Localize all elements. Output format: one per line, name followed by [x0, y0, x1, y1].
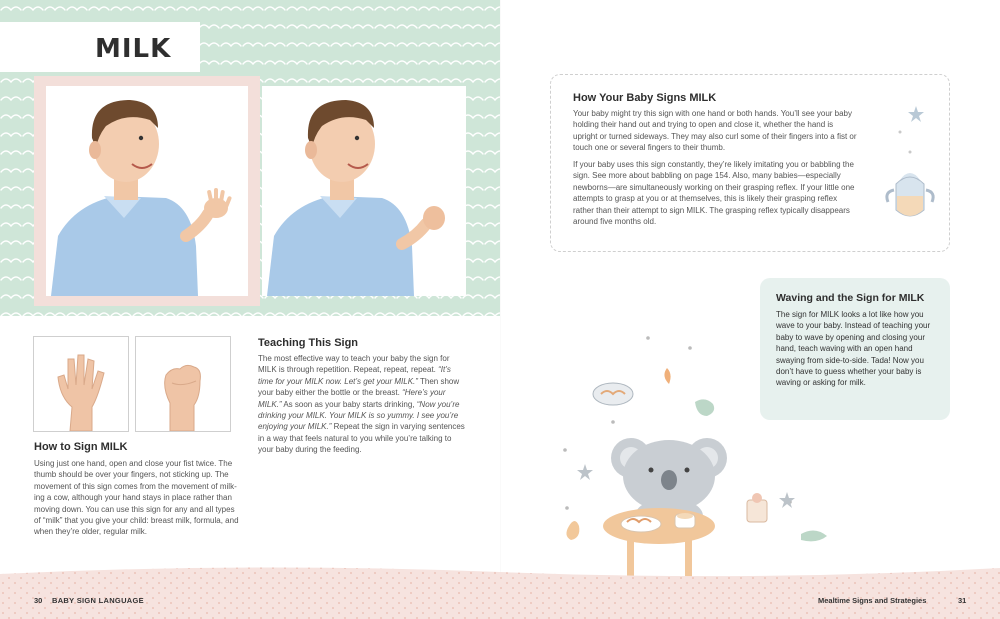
- page-number-right: 31: [958, 596, 967, 605]
- running-head-right: Mealtime Signs and Strategies: [818, 596, 927, 605]
- hand-photo-fist: [135, 336, 231, 432]
- waving-body: The sign for MILK looks a lot like how you wave to your baby. Instead of teaching your baby to wave by opening and closing your hand, teach waving with an open hand swaying from side-to-side. Tada! Now you don’t have to guess whether your baby is waving or asking for milk.: [776, 310, 931, 388]
- koala-illustration: [555, 330, 835, 580]
- footer-band: [0, 560, 1000, 619]
- teaching-heading: Teaching This Sign: [258, 337, 359, 349]
- how-to-sign-heading: How to Sign MILK: [34, 441, 128, 453]
- teaching-body: The most effective way to teach your baby the sign for MILK is through repetition. Repeat, repeat, repeat. “It’s time for your MILK now. Let’s get your MILK.” Then show your baby either the bottle or the breast. “Here’s your MILK.” As soon as your baby starts drinking, “Now you’re drinking your MILK. Your MILK is so yummy. I see you’re enjoying your MILK.” Repeat the sign in varying sentences in a way that feels natural to you while you’re talking to your baby during the feeding.: [258, 354, 465, 455]
- running-head-left: BABY SIGN LANGUAGE: [52, 596, 144, 605]
- baby-signs-paragraph-1: Your baby might try this sign with one hand or both hands. You’ll see your baby holding their hand out and trying to open and close it, whether the hand is upright or turned sideways. They may also curl some of their fingers into a fist or touch one or several fingers to their thumb.: [573, 109, 857, 153]
- how-to-sign-body: Using just one hand, open and close your fist twice. The thumb should be over your fingers, not sticking up. The movement of this sign comes from the movement of milk-ing a cow, although your hand stays in place rather than moving down. You can use this sign for any and all types of “milk” that you give your child: breast milk, formula, and when they’re older, regular milk.: [34, 459, 239, 537]
- page-title: MILK: [95, 34, 172, 64]
- baby-signs-heading: How Your Baby Signs MILK: [573, 92, 717, 104]
- waving-heading: Waving and the Sign for MILK: [776, 292, 925, 304]
- page-number-left: 30: [34, 596, 43, 605]
- photo-boy-closed-fist: [262, 86, 466, 296]
- sippy-cup-illustration: [880, 100, 940, 230]
- photo-boy-open-hand: [46, 86, 248, 296]
- page-gutter: [500, 0, 501, 619]
- hand-photo-open: [33, 336, 129, 432]
- baby-signs-paragraph-2: If your baby uses this sign constantly, they’re likely imitating you or babbling the sign. See more about babbling on page 154. Also, many babies—especially newborns—are simultaneously working on their grasping reflex. If your little one attempts to grasp at you or at themselves, this is likely their grasping reflex rather than their attempt to sign MILK. The grasping reflex typically disappears around five months old.: [573, 160, 855, 227]
